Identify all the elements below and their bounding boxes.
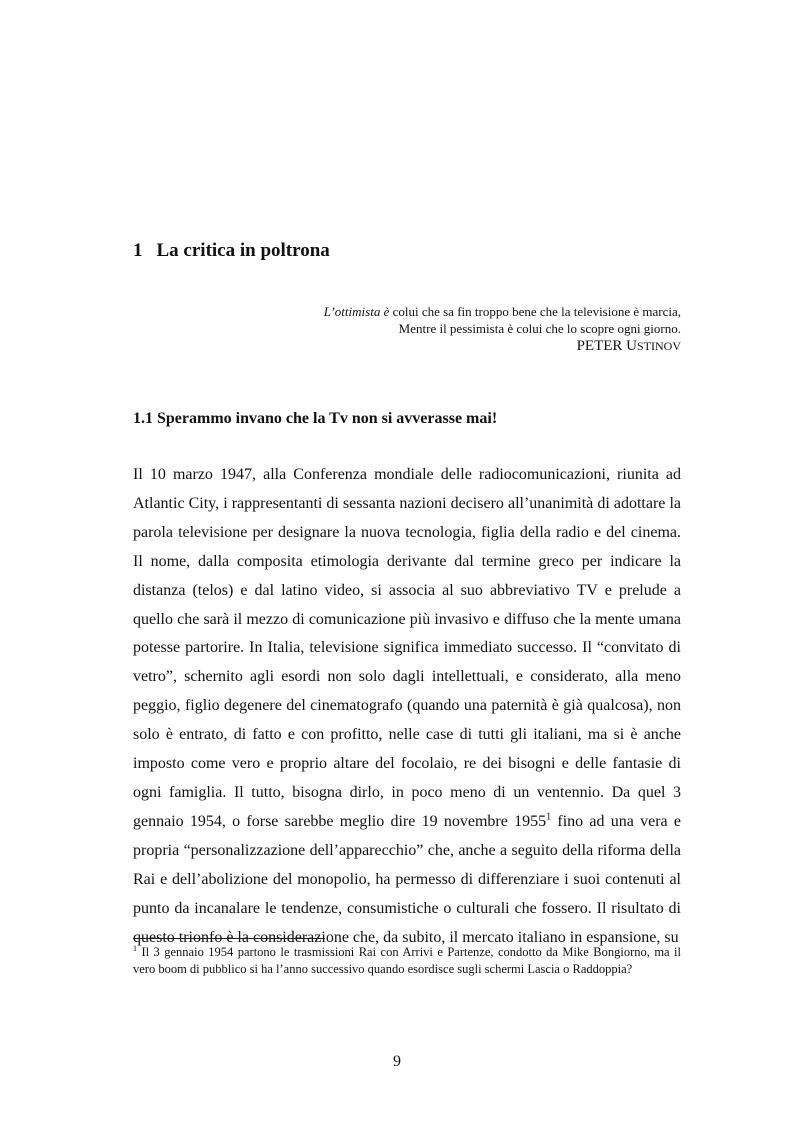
- epigraph-italic: L’ottimista è: [323, 304, 390, 319]
- epigraph: [324, 303, 681, 355]
- footnote-divider: [133, 938, 325, 939]
- author-first-name: PETER: [576, 338, 627, 354]
- footnote-marker: 1: [133, 943, 137, 953]
- chapter-heading: [133, 240, 330, 262]
- chapter-number: 1: [133, 240, 143, 261]
- footnote-text: Il 3 gennaio 1954 partono le trasmissioni Rai con Arrivi e Partenze, condotto da Mike Bongiorno, ma il vero boom di pubblico si ha l’anno successivo quando esordisce sugli schermi Lascia o Raddoppia?: [133, 945, 681, 976]
- chapter-title: La critica in poltrona: [156, 240, 330, 261]
- body-paragraph: Il 10 marzo 1947, alla Conferenza mondiale delle radiocomunicazioni, riunita ad Atlantic City, i rappresentanti di sessanta nazioni decisero all’unanimità di adottare la parola televisione per designare la nuova tecnologia, figlia della radio e del cinema. Il nome, dalla composita etimologia derivante dal termine greco per indicare la distanza (telos) e dal latino video, si associa al suo abbreviativo TV e prelude a quello che sarà il mezzo di comunicazione più invasivo e diffuso che la mente umana potesse partorire. In Italia, televisione significa immediato successo. Il “convitato di vetro”, schernito agli esordi non solo dagli intellettuali, e considerato, alla meno peggio, figlio degenere del cinematografo (quando una paternità è già qualcosa), non solo è entrato, di fatto e con profitto, nelle case di tutti gli italiani, ma si è anche imposto come vero e proprio altare del focolaio, re dei bisogni e delle fantasie di ogni famiglia. Il tutto, bisogna dirlo, in poco meno di un ventennio. Da quel 3 gennaio 1954, o forse sarebbe meglio dire 19 novembre 1955$^1$ fino ad una vera e propria “personalizzazione dell’apparecchio” che, anche a seguito della riforma della Rai e dell’abolizione del monopolio, ha permesso di differenziare i suoi contenuti al punto da incanalare le tendenze, consumistiche o culturali che fossero. Il risultato di questo trionfo è la considerazione che, da subito, il mercato italiano in espansione, su: [133, 466, 682, 946]
- footnote: [133, 944, 681, 977]
- section-heading: 1.1 Sperammo invano che la Tv non si avverasse mai!: [133, 410, 498, 427]
- page-number: 9: [393, 1053, 401, 1070]
- epigraph-line-2: Mentre il pessimista è colui che lo scopre ogni giorno.: [398, 321, 681, 336]
- epigraph-author: PETER USTINOV: [576, 338, 681, 354]
- epigraph-line-1: L’ottimista è colui che sa fin troppo bene che la televisione è marcia,: [323, 304, 681, 319]
- footnote-reference[interactable]: 1: [546, 811, 552, 823]
